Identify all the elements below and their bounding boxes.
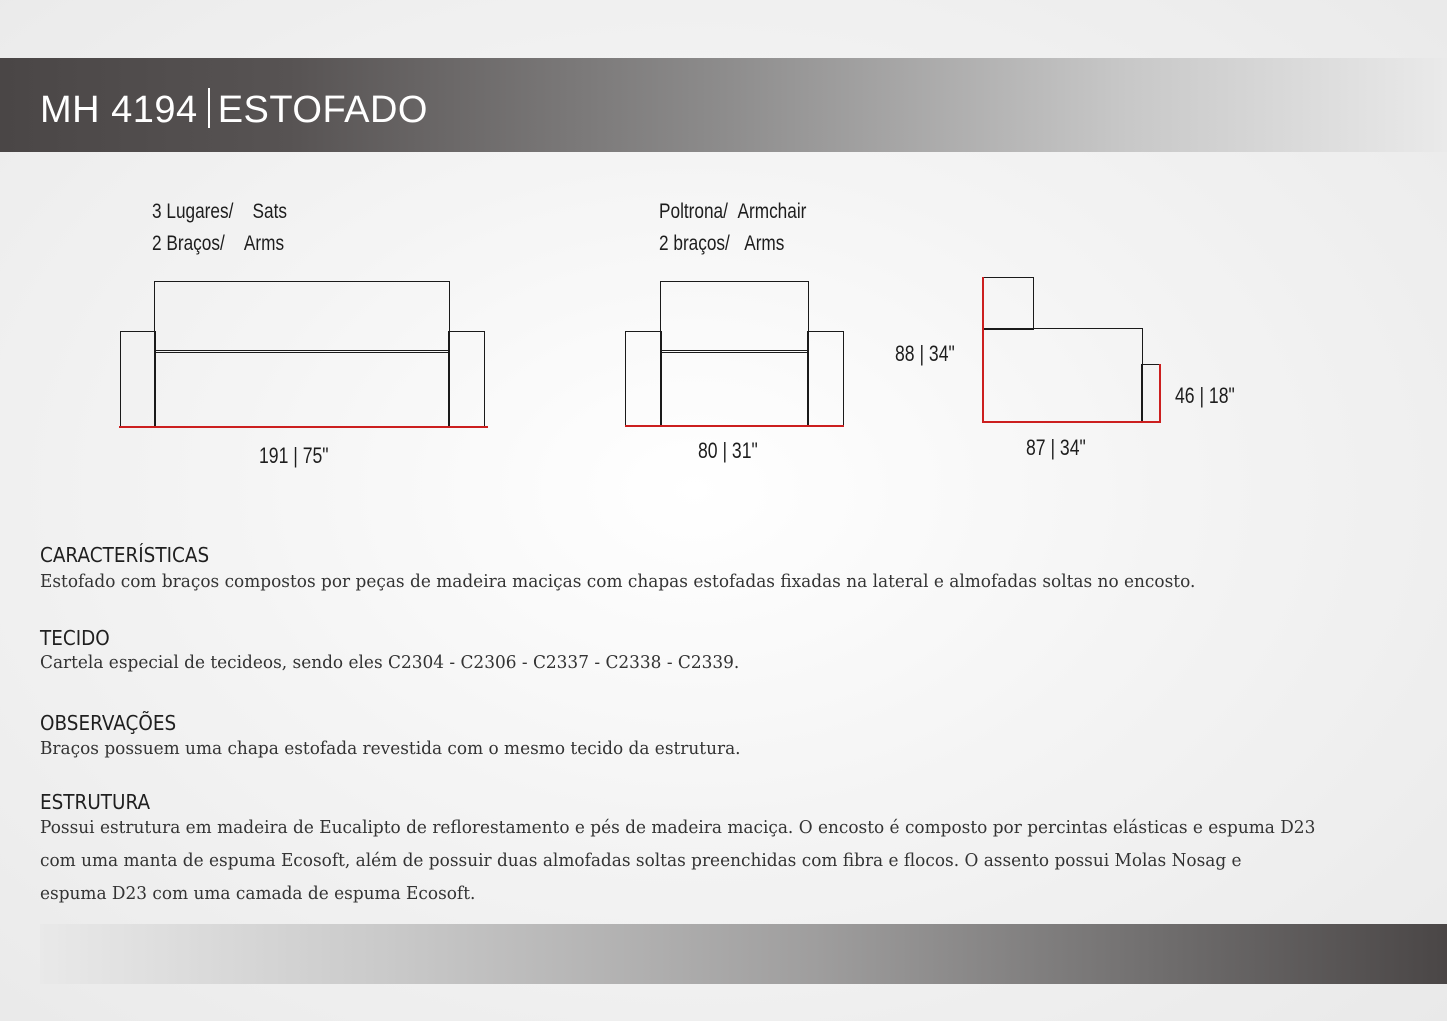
section-title-estrutura: ESTRUTURA — [40, 790, 151, 814]
section-title-tecido: TECIDO — [40, 626, 110, 650]
sofa3-seat — [154, 350, 450, 427]
section-text-caracteristicas: Estofado com braços compostos por peças de madeira maciças com chapas estofadas fixadas na lateral e almofadas soltas no encosto. — [40, 571, 1196, 592]
sofa3-seats-en: Sats — [252, 200, 287, 223]
side-height-line — [982, 277, 984, 423]
armchair-seat — [660, 350, 809, 427]
section-text-estrutura-line3: espuma D23 com uma camada de espuma Ecosoft. — [40, 883, 476, 904]
side-seat-front — [1141, 364, 1160, 423]
armchair-left-arm — [625, 331, 662, 427]
sofa3-backrest — [154, 281, 450, 353]
section-text-estrutura-line1: Possui estrutura em madeira de Eucalipto de reflorestamento e pés de madeira maciça. O encosto é composto por percintas elásticas e espuma D23 — [40, 817, 1316, 838]
section-title-observacoes: OBSERVAÇÕES — [40, 711, 177, 735]
sofa3-width-line — [119, 426, 488, 428]
product-name: ESTOFADO — [217, 89, 428, 131]
sofa3-arms-en: Arms — [243, 232, 285, 255]
side-seat-height-dimension: 46 | 18" — [1175, 383, 1235, 408]
side-depth-line — [982, 421, 1161, 423]
section-text-estrutura-line2: com uma manta de espuma Ecosoft, além de possuir duas almofadas soltas preenchidas com fibra e flocos. O assento possui Molas Nosag e — [40, 850, 1242, 871]
section-text-tecido: Cartela especial de tecideos, sendo eles C2304 - C2306 - C2337 - C2338 - C2339. — [40, 652, 740, 673]
sofa3-left-arm — [120, 331, 156, 427]
armchair-right-arm — [807, 331, 844, 427]
side-depth-dimension: 87 | 34" — [1026, 435, 1086, 460]
side-height-dimension: 88 | 34" — [895, 341, 955, 366]
footer-bar — [40, 924, 1447, 984]
armchair-arms-label — [659, 232, 784, 256]
armchair-type-label — [659, 200, 806, 224]
armchair-arms-en: Arms — [744, 232, 785, 255]
armchair-width-line — [625, 425, 844, 427]
page-title — [40, 88, 428, 132]
armchair-type-pt: Poltrona/ — [659, 200, 728, 223]
section-text-observacoes: Braços possuem uma chapa estofada revestida com o mesmo tecido da estrutura. — [40, 738, 741, 759]
armchair-arms-pt: 2 braços/ — [659, 232, 730, 255]
side-seat-height-line — [1159, 364, 1161, 423]
section-title-caracteristicas: CARACTERÍSTICAS — [40, 543, 210, 567]
sofa3-arms-label — [152, 232, 284, 256]
sofa3-right-arm — [448, 331, 485, 427]
armchair-width-dimension: 80 | 31" — [698, 438, 758, 463]
sofa3-arms-pt: 2 Braços/ — [152, 232, 225, 255]
product-code: MH 4194 — [40, 89, 198, 131]
armchair-backrest — [660, 281, 809, 353]
side-body — [983, 328, 1143, 423]
sofa3-seats-pt: 3 Lugares/ — [152, 200, 234, 223]
sofa3-width-dimension: 191 | 75" — [259, 443, 329, 468]
sofa3-seats-label — [152, 200, 287, 224]
title-separator — [208, 88, 210, 128]
side-backrest-cushion — [983, 277, 1034, 330]
armchair-type-en: Armchair — [737, 200, 807, 223]
